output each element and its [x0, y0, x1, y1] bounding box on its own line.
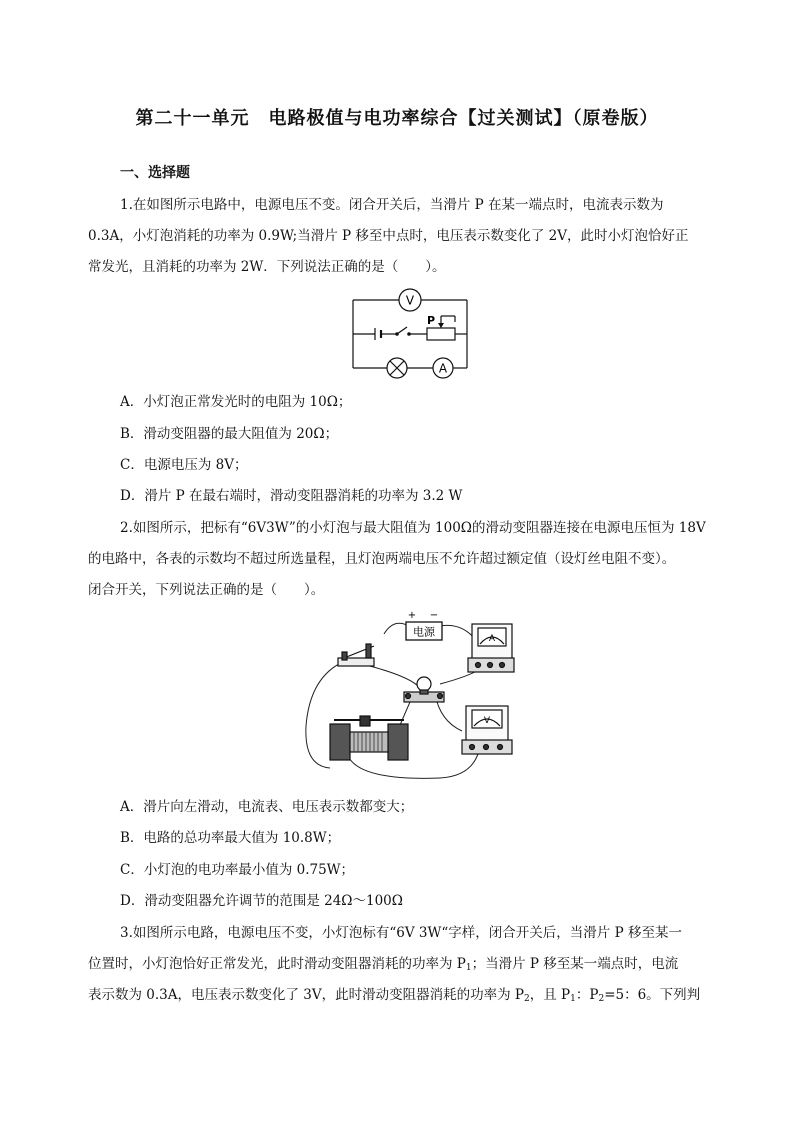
- q2-power-label: 电源: [413, 625, 435, 639]
- q3-text-line-2: [88, 954, 678, 978]
- q3-line3-part-d: =5：6。下列判: [604, 987, 701, 1003]
- q2-voltmeter-symbol: V: [483, 716, 491, 726]
- q1-voltmeter-symbol: V: [405, 293, 415, 308]
- q3-line3-sub-3: 2: [598, 994, 605, 1004]
- q3-line3-part-a: 表示数为 0.3A，电压表示数变化了 3V，此时滑动变阻器消耗的功率为 P: [88, 987, 525, 1003]
- q2-ammeter-symbol: A: [488, 634, 496, 644]
- q3-line3-sub-2: 1: [570, 994, 576, 1004]
- q3-line3-sub-1: 2: [524, 994, 530, 1004]
- q2-option-b: B．电路的总功率最大值为 10.8W；: [120, 830, 341, 846]
- q3-line2-part-a: 位置时，小灯泡恰好正常发光，此时滑动变阻器消耗的功率为 P: [88, 956, 466, 972]
- q1-slider-label: P: [426, 314, 436, 327]
- q3-text-line-3: [88, 985, 700, 1009]
- q2-option-d: D．滑动变阻器允许调节的范围是 24Ω～100Ω: [120, 893, 403, 909]
- q2-plus-sign: +: [407, 610, 417, 621]
- q2-text-line-3: 闭合开关，下列说法正确的是（ ）。: [88, 582, 325, 598]
- q2-option-c: C．小灯泡的电功率最小值为 0.75W；: [120, 862, 355, 878]
- q3-line2-sub: 1: [465, 963, 472, 973]
- q1-text-line-3: 常发光，且消耗的功率为 2W．下列说法正确的是（ ）。: [88, 259, 446, 275]
- q3-line3-part-b: ，且 P: [529, 987, 571, 1003]
- section-heading: 一、选择题: [120, 165, 190, 181]
- q1-option-d: D．滑片 P 在最右端时，滑动变阻器消耗的功率为 3.2 W: [120, 488, 463, 504]
- q1-ammeter-symbol: A: [438, 361, 448, 376]
- q3-line2-part-b: ；当滑片 P 移至某一端点时，电流: [471, 956, 679, 972]
- q1-option-a: A．小灯泡正常发光时的电阻为 10Ω；: [120, 394, 352, 410]
- q3-text-line-1: 3.如图所示电路，电源电压不变，小灯泡标有“6V 3W“字样，闭合开关后，当滑片 P 移至某一: [120, 925, 682, 941]
- q1-text-line-2: 0.3A，小灯泡消耗的功率为 0.9W;当滑片 P 移至中点时，电压表示数变化了 2V，此时小灯泡恰好正: [88, 228, 689, 244]
- q2-text-line-2: 的电路中，各表的示数均不超过所选量程，且灯泡两端电压不允许超过额定值（设灯丝电阻不变）。: [88, 551, 676, 567]
- q1-option-b: B．滑动变阻器的最大阻值为 20Ω；: [120, 426, 339, 442]
- q2-circuit-photo-diagram: [300, 606, 530, 786]
- q2-option-a: A．滑片向左滑动，电流表、电压表示数都变大；: [120, 799, 414, 815]
- q1-text-line-1: 1.在如图所示电路中，电源电压不变。闭合开关后，当滑片 P 在某一端点时，电流表示数为: [120, 197, 664, 213]
- q3-line3-part-c: ：P: [575, 987, 599, 1003]
- q2-text-line-1: 2.如图所示，把标有“6V3W”的小灯泡与最大阻值为 100Ω的滑动变阻器连接在电源电压恒为 18V: [120, 520, 706, 536]
- q1-circuit-diagram: [345, 286, 475, 381]
- page-title: 第二十一单元 电路极值与电功率综合【过关测试】（原卷版）: [135, 108, 659, 129]
- q2-minus-sign: −: [429, 610, 439, 621]
- q1-option-c: C．电源电压为 8V；: [120, 457, 248, 473]
